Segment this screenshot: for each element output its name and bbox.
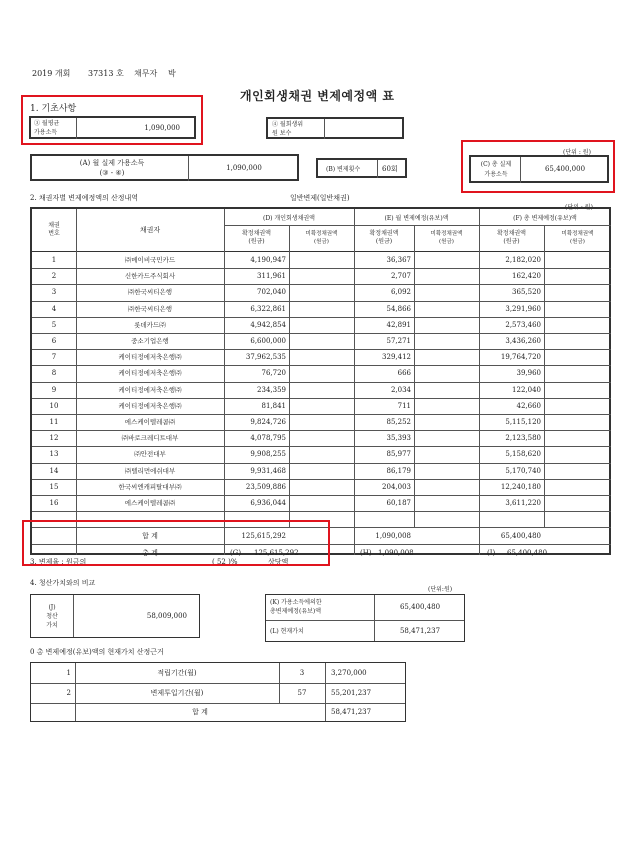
- row-e: 36,367: [386, 256, 411, 264]
- pv-row1-no: 1: [66, 669, 71, 677]
- section2-unit: (단위 : 원): [565, 204, 593, 211]
- row-e: 6,092: [390, 288, 411, 297]
- section1-title: 1. 기초사항: [30, 104, 77, 114]
- subcol-line: [544, 225, 545, 527]
- header-d: (D) 개인회생채권액: [263, 215, 315, 222]
- j-box: [30, 594, 200, 638]
- row-line: [32, 463, 611, 464]
- highlight-basic-info: [21, 95, 203, 145]
- i-value: 65,400,480: [507, 548, 548, 557]
- row-d: 4,078,795: [250, 434, 286, 443]
- section2-subtitle: 일반변제(일반채권): [290, 194, 350, 202]
- row-line: [32, 317, 611, 318]
- pv-sum-label: 합 계: [192, 708, 208, 716]
- pv-row2-label: 변제투입기간(월): [150, 689, 204, 697]
- row-line: [32, 284, 611, 285]
- row-creditor: 에스케이텔레콤㈜: [124, 418, 176, 426]
- row-d: 23,509,886: [245, 482, 286, 491]
- h-value: 1,090,008: [378, 548, 414, 557]
- living-cost-label-1: ④ 월회생위: [272, 121, 304, 128]
- row-f: 12,240,180: [500, 482, 541, 491]
- row-creditor: 한국씨엔캐피탈대부㈜: [118, 482, 182, 491]
- row-no: 9: [51, 385, 57, 394]
- row-d: 234,359: [257, 385, 286, 394]
- l-value: 58,471,237: [399, 627, 441, 635]
- row-e: 329,412: [382, 353, 411, 362]
- row-d: 4,942,854: [250, 320, 286, 329]
- row-creditor: ㈜바로크레디트대부: [121, 434, 179, 443]
- row-e: 204,003: [382, 482, 411, 491]
- row-creditor: ㈜메이비국민카드: [124, 256, 176, 264]
- sum-label: 합 계: [142, 532, 158, 541]
- monthly-income-label-2: 가용소득: [34, 129, 58, 136]
- a-value: 1,090,000: [226, 164, 262, 172]
- row-line: [32, 349, 611, 350]
- row-e: 2,034: [390, 385, 411, 394]
- row-creditor: ㈜텔리먼에쉬대부: [124, 466, 176, 475]
- j-label-3: 가치: [46, 622, 58, 629]
- header-d-confirmed: 확정채권액 (원금): [242, 230, 271, 245]
- header-e-confirmed: 확정채권액 (원금): [369, 230, 399, 245]
- row-f: 5,170,740: [505, 466, 541, 475]
- k-value: 65,400,480: [399, 603, 441, 611]
- document-title: 개인회생채권 변제예정액 표: [240, 89, 395, 103]
- subcol-line: [414, 225, 415, 527]
- row-f: 2,182,020: [505, 256, 541, 264]
- row-no: 8: [51, 369, 57, 378]
- row-e: 42,891: [386, 320, 411, 329]
- row-creditor: ㈜한국씨티은행: [127, 288, 173, 297]
- row-line: [32, 382, 611, 383]
- col-line: [354, 209, 355, 555]
- section3-title: 3. 변제율 : 원금의: [30, 558, 87, 566]
- header-creditor: 채권자: [139, 226, 161, 234]
- row-creditor: ㈜한국씨티은행: [127, 304, 173, 313]
- row-line: [32, 511, 611, 512]
- row-no: 14: [49, 466, 59, 475]
- row-f: 3,611,220: [505, 499, 541, 507]
- living-cost-label-2: 원 보수: [272, 130, 292, 137]
- highlight-total-claims: [22, 520, 330, 566]
- row-e: 54,866: [386, 304, 411, 313]
- row-line: [32, 365, 611, 366]
- row-no: 1: [51, 256, 57, 264]
- row-f: 162,420: [512, 272, 541, 281]
- pv-row1-value: 3,270,000: [331, 669, 367, 677]
- row-line: [32, 479, 611, 480]
- row-e: 85,252: [386, 418, 411, 426]
- row-e: 85,977: [386, 450, 411, 459]
- row-f: 3,436,260: [505, 337, 541, 345]
- c-label-2: 가용소득: [484, 171, 508, 178]
- i-label: (I): [487, 548, 496, 557]
- row-f: 2,123,580: [505, 434, 541, 443]
- pv-row1-months: 3: [299, 669, 305, 677]
- row-d: 6,936,044: [250, 499, 286, 507]
- row-d: 311,961: [257, 272, 286, 281]
- row-d: 76,720: [261, 369, 286, 378]
- header-d-unconfirmed: 미확정채권액 (원금): [305, 231, 338, 245]
- j-label-1: (J): [48, 604, 56, 611]
- row-line: [32, 398, 611, 399]
- a-box: [30, 154, 299, 181]
- row-line: [32, 414, 611, 415]
- row-line: [32, 446, 611, 447]
- header-e-unconfirmed: 미확정채권액 (원금): [430, 231, 463, 245]
- row-e: 60,187: [386, 499, 411, 507]
- header-f-unconfirmed: 미확정채권액 (원금): [561, 231, 594, 245]
- monthly-income-value: 1,090,000: [144, 124, 180, 132]
- col-line: [224, 209, 225, 555]
- row-f: 39,960: [516, 369, 541, 378]
- pv-row2-no: 2: [66, 689, 71, 697]
- case-number: 37313 호: [88, 69, 124, 78]
- section2-title: 2. 채권자별 변제예정액의 산정내역: [30, 194, 139, 202]
- row-no: 10: [49, 401, 59, 410]
- row-no: 16: [49, 499, 59, 507]
- a-label-2: (③ - ④): [99, 169, 125, 177]
- row-f: 3,291,960: [505, 304, 541, 313]
- pv-row2-months: 57: [297, 689, 307, 697]
- debtor-name: 박: [168, 69, 176, 78]
- case-year: 2019 개회: [32, 69, 71, 78]
- section3-percent: ( 52 )%: [212, 558, 238, 566]
- row-no: 2: [51, 272, 57, 281]
- row-f: 5,158,620: [505, 450, 541, 459]
- section1-unit: (단위 : 원): [563, 149, 591, 156]
- row-line: [32, 430, 611, 431]
- pv-row1-label: 적립기간(월): [157, 669, 197, 677]
- row-f: 5,115,120: [505, 418, 541, 426]
- row-d: 37,962,535: [245, 353, 286, 362]
- row-line: [32, 495, 611, 496]
- row-creditor: 중소기업은행: [131, 337, 169, 345]
- total-label: 총 계: [142, 548, 158, 557]
- row-f: 2,573,460: [505, 320, 541, 329]
- kl-box: [265, 594, 465, 642]
- header-f-confirmed: 확정채권액 (원금): [497, 230, 526, 245]
- row-no: 15: [49, 482, 59, 491]
- col-line: [479, 209, 480, 555]
- j-value: 58,009,000: [146, 612, 187, 620]
- row-d: 702,040: [257, 288, 286, 297]
- row-line: [32, 268, 611, 269]
- creditor-table: [30, 207, 611, 555]
- row-e: 86,179: [386, 466, 411, 475]
- header-f: (F) 총 변제예정(유보)액: [513, 215, 577, 222]
- row-creditor: ㈜안전대부: [134, 450, 166, 459]
- section4-title: 4. 청산가치와의 비교: [30, 579, 96, 587]
- highlight-total-income: [461, 140, 615, 193]
- row-creditor: 케이티정에저축은행㈜: [118, 353, 182, 362]
- row-f: 365,520: [512, 288, 541, 297]
- sum-d: 125,615,292: [241, 532, 286, 541]
- g-value: 125,615,292: [254, 548, 299, 557]
- col-line: [76, 209, 77, 555]
- b-value: 60회: [382, 165, 398, 173]
- row-e: 711: [397, 401, 411, 410]
- row-line: [32, 301, 611, 302]
- row-line: [32, 333, 611, 334]
- row-no: 5: [51, 320, 57, 329]
- row-e: 35,393: [386, 434, 411, 443]
- k-label-2: 총변제예정(유보)액: [270, 608, 322, 615]
- row-creditor: 케이티정에저축은행㈜: [118, 385, 182, 394]
- j-label-2: 청산: [46, 613, 58, 620]
- header-e: (E) 월 변제예정(유보)액: [384, 215, 449, 222]
- section3-suffix: 상당액: [268, 558, 289, 566]
- k-label-1: (K) 가용소득에의한: [270, 599, 322, 606]
- sum-f: 65,400,480: [500, 532, 541, 541]
- debtor-label: 채무자: [134, 69, 158, 78]
- row-creditor: 롯데카드㈜: [134, 320, 166, 329]
- row-d: 9,931,468: [250, 466, 286, 475]
- a-label-1: (A) 월 실제 가용소득: [79, 159, 145, 167]
- row-f: 19,764,720: [500, 353, 541, 362]
- row-creditor: 신한카드주식회사: [124, 272, 176, 281]
- row-no: 4: [51, 304, 57, 313]
- section5-title: 0 총 변제예정(유보)액의 현재가치 산정근거: [30, 648, 164, 656]
- row-e: 2,707: [390, 272, 411, 281]
- row-creditor: 에스케이텔레콤㈜: [124, 499, 176, 507]
- row-d: 6,322,861: [250, 304, 286, 313]
- h-label: (H): [360, 548, 372, 557]
- row-d: 6,600,000: [250, 337, 286, 345]
- row-creditor: 케이티정에저축은행㈜: [118, 369, 182, 378]
- row-d: 9,908,255: [250, 450, 286, 459]
- c-value: 65,400,000: [544, 165, 586, 173]
- row-no: 3: [51, 288, 57, 297]
- row-f: 42,660: [516, 401, 541, 410]
- subcol-line: [289, 225, 290, 527]
- row-d: 9,824,726: [250, 418, 286, 426]
- living-cost-box: [266, 117, 404, 139]
- row-d: 81,841: [261, 401, 286, 410]
- row-e: 666: [397, 369, 411, 378]
- row-e: 57,271: [386, 337, 411, 345]
- b-box: [316, 158, 407, 178]
- pv-table: [30, 662, 406, 722]
- row-no: 6: [51, 337, 57, 345]
- row-no: 7: [51, 353, 57, 362]
- sum-e: 1,090,008: [375, 532, 411, 541]
- b-label: (B) 변제횟수: [326, 166, 361, 173]
- row-no: 13: [49, 450, 59, 459]
- row-creditor: 케이티정에저축은행㈜: [118, 401, 182, 410]
- pv-sum-value: 58,471,237: [331, 708, 372, 716]
- g-label: (G): [230, 548, 242, 557]
- row-f: 122,040: [512, 385, 541, 394]
- monthly-income-label-1: ③ 월평균: [34, 120, 60, 127]
- c-label-1: (C) 총 실제: [480, 161, 512, 168]
- section4-unit: (단위:원): [428, 586, 453, 593]
- header-no: 채권 번호: [48, 222, 60, 237]
- l-label: (L) 현재가치: [270, 628, 304, 635]
- row-d: 4,190,947: [250, 256, 286, 264]
- row-no: 11: [49, 418, 59, 426]
- pv-row2-value: 55,201,237: [331, 689, 372, 697]
- row-no: 12: [49, 434, 59, 443]
